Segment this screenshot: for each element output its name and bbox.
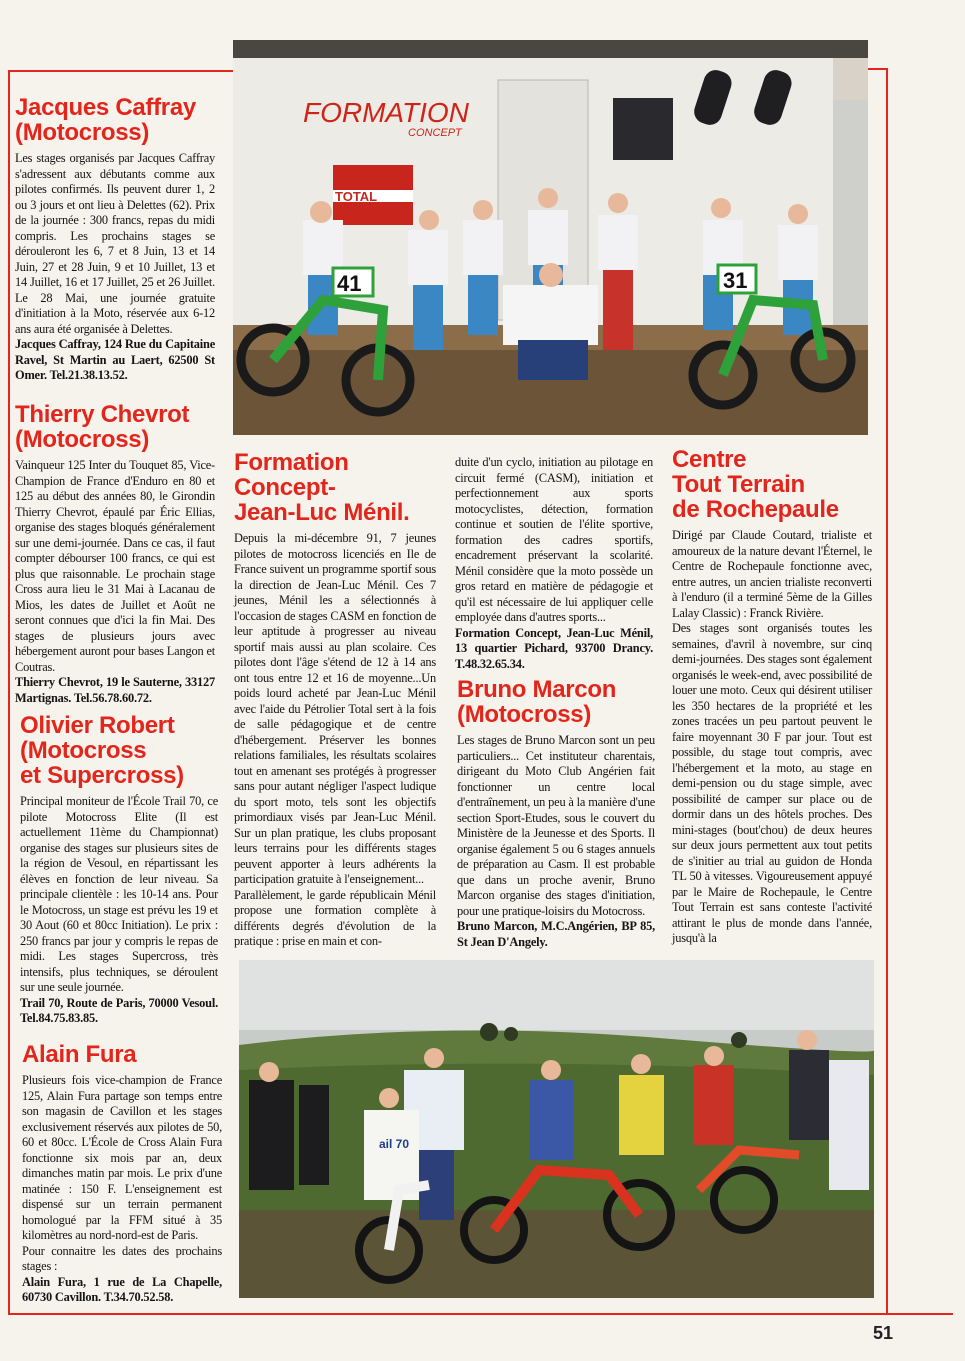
total-logo: TOTAL <box>335 189 378 204</box>
bike-number-31: 31 <box>723 268 748 293</box>
bike-number-41: 41 <box>337 271 362 296</box>
team-photo <box>233 40 868 435</box>
frame-left-rule <box>8 70 10 1315</box>
contact-address: Bruno Marcon, M.C.Angérien, BP 85, St Jean D'Angely. <box>457 919 655 949</box>
article-title: Bruno Marcon (Motocross) <box>457 676 617 728</box>
article-rochepaule <box>672 447 872 947</box>
article-body: Principal moniteur de l'École Trail 70, ce pilote Motocross Elite (Il est actuellement 11ème du Championnat) organise des stages sur plusieurs sites de la région de Vesoul, en répartissant les élèves en fonction de leur niveau. Sa principale clientèle : les 10-14 ans. Pour le Motocross, un stage est prévu les 19 et 30 Aout (60 et 80cc Initiation). Le prix : 250 francs par jour y compris le repas de midi. Les stages Supercross, très intensifs, plus techniques, se déroulent sur une seule journée. Trail 70, Route de Paris, 70000 Vesoul. Tel.84.75.83.85. <box>20 794 218 1025</box>
article-body: Vainqueur 125 Inter du Touquet 85, Vice-Champion de France d'Enduro en 80 et 125 au début des années 80, le Girondin Thierry Chevrot, épaulé par Éric Ellias, organise des stages bloqués généralement sur une demi-journée. Dans ce cas, il faut compter débourser 100 francs, ce qui est plus que raisonnable. Le prochain stage Cross aura lieu le 31 Mai à Lacanau de Mios, les dates de Juillet et Août ne seront connues que d'ici la fin Mai. Des stages de plusieurs jours avec hébergement auront pour bases Langon et Coutras. Thierry Chevrot, 19 le Sauterne, 33127 Martignas. Tel.56.78.60.72. <box>15 458 215 705</box>
contact-address: Formation Concept, Jean-Luc Ménil, 13 quartier Pichard, 93700 Drancy. T.48.32.65.34. <box>455 625 653 671</box>
frame-bottom-rule <box>8 1313 953 1315</box>
frame-top-right-rule <box>868 68 888 70</box>
contact-address: Jacques Caffray, 124 Rue du Capitaine Ravel, St Martin au Laert, 62500 St Omer. Tel.21.38.13.52. <box>15 337 215 382</box>
article-title: Centre Tout Terrain de Rochepaule <box>672 446 839 523</box>
article-fura <box>22 1042 222 1306</box>
article-menil-continued: duite d'un cyclo, initiation au pilotage en circuit fermé (CASM), initiation et perfectionnement aux sports motocyclistes, détection, formation continue et soutien de l'élite sportive, formation des cadres sportifs, encadrement préservant la scolarité. Ménil considère que la moto possède un gros retard en matière de pédagogie et qu'il est nécessaire de lui appliquer celle employée dans d'autres sports... Formation Concept, Jean-Luc Ménil, 13 quartier Pichard, 93700 Drancy. T.48.32.65.34. <box>455 455 653 671</box>
sign-formation: FORMATION <box>303 97 469 128</box>
article-robert <box>20 713 218 1027</box>
frame-right-rule <box>886 68 888 1315</box>
article-title: Jacques Caffray (Motocross) <box>15 94 196 146</box>
article-body: Depuis la mi-décembre 91, 7 jeunes pilotes de motocross licenciés en Ile de France suivent un programme sportif sous la direction de Jean-Luc Ménil. Ces 7 jeunes, Ménil les a sélectionnés à l'occasion de stages CASM en fonction de leur aptitude à progresser au niveau sportif mais aussi au plan scolaire. Ces pilotes dont l'âge s'étend de 12 à 14 ans ont tous entre 12 et 16 de moyenne...Un poids lourd acheté par Jean-Luc Ménil avec l'aide du Pétrolier Total sert à la fois de salle pédagogique et de centre d'hébergement. Préserver les bonnes relations familiales, les résultats scolaires tout en amenant ses protégés à progresser sans pour autant négliger l'aspect ludique du sport moto, tels sont les objectifs primordiaux visés par Jean-Luc Ménil. Sur un plan pratique, les clubs proposant leurs terrains pour les différents stages peuvent apporter à leurs adhérents la participation gratuite à l'enseignement... Parallèlement, le garde républicain Ménil propose une formation complète à différents degrés d'évolution de la pratique : prise en main et con- <box>234 531 436 948</box>
contact-address: Trail 70, Route de Paris, 70000 Vesoul. Tel.84.75.83.85. <box>20 995 218 1025</box>
article-title: Olivier Robert (Motocross et Supercross) <box>20 712 184 789</box>
article-chevrot <box>15 402 215 706</box>
riders-field-photo <box>239 960 874 1298</box>
contact-address: Thierry Chevrot, 19 le Sauterne, 33127 Martignas. Tel.56.78.60.72. <box>15 675 215 705</box>
page-number: 51 <box>873 1323 894 1343</box>
article-marcon <box>457 677 655 950</box>
trail-70-shirt: ail 70 <box>379 1137 410 1151</box>
article-title: Formation Concept- Jean-Luc Ménil. <box>234 449 410 526</box>
article-body: Les stages organisés par Jacques Caffray s'adressent aux débutants comme aux pilotes confirmés. Ils peuvent durer 1, 2 ou 3 jours et ont lieu à Delettes (62). Prix de la journée : 300 francs, repas du midi compris. Les prochains stages se dérouleront les 6, 7 et 8 Juin, 13 et 14 Juin, 27 et 28 Juin, 9 et 10 Juillet, 13 et 14 Juillet, 16 et 17 Juillet, 25 et 26 Juillet. Le 28 Mai, une journée gratuite d'initiation à la Moto, réservée aux 6-12 ans aura été organisée à Delettes. Jacques Caffray, 124 Rue du Capitaine Ravel, St Martin au Laert, 62500 St Omer. Tel.21.38.13.52. <box>15 151 215 382</box>
article-title: Thierry Chevrot (Motocross) <box>15 401 190 453</box>
article-body: Dirigé par Claude Coutard, trialiste et amoureux de la nature devant l'Éternel, le Centre de Rochepaule fonctionne avec, entre autres, un ancien trialiste reconverti à l'enduro (il a terminé 5ème de la Gilles Lalay Classic) : Franck Rivière. Des stages sont organisés toutes les semaines, d'avril à novembre, sur cinq demi-journées. Des stages sont également organisés le week-end, avec possibilité de louer une moto. Ceux qui désirent utiliser les 350 hectares de la propriété et les zones tracées un peu partout peuvent le faire moyennant 30 F par jour. Tout est possible, du stage tout compris, avec l'hébergement et la moto, au stage en demi-pension ou du stage simple, avec possibilité de camper sur place ou de dormir dans un des hôtels proches. Des mini-stages (bout'chou) de deux heures sur deux jours permettent aux tout petits de s'initier au trial au guidon de Honda TL 50 à vitesses. Vigoureusement appuyé par le Maire de Rochepaule, le Centre Tout Terrain est sans conteste l'activité attirant le plus de monde dans l'année, jusqu'à la <box>672 528 872 945</box>
article-title: Alain Fura <box>22 1041 137 1068</box>
contact-address: Alain Fura, 1 rue de La Chapelle, 60730 Cavillon. T.34.70.52.58. <box>22 1274 222 1304</box>
sign-concept: CONCEPT <box>408 127 462 139</box>
article-menil <box>234 450 436 950</box>
article-caffray <box>15 95 215 384</box>
article-body: Les stages de Bruno Marcon sont un peu particuliers... Cet instituteur charentais, dirigeant du Moto Club Angérien fait fonctionner un centre local d'entraînement, un peu à la manière d'une section Sport-Etudes, sous le couvert du Ministère de la Jeunesse et des Sports. Il organise également 5 ou 6 stages annuels de préparation au Casm. Il est probable que dans un proche avenir, Bruno Marcon organise des stages d'initiation, pour une pratique-loisirs du Motocross. Bruno Marcon, M.C.Angérien, BP 85, St Jean D'Angely. <box>457 733 655 949</box>
article-body: Plusieurs fois vice-champion de France 125, Alain Fura partage son temps entre son magasin de Cavillon et les stages exclusivement réservés aux pilotes de 50, 60 et 80cc. L'École de Cross Alain Fura fonctionne six mois par an, deux dimanches matin par mois. Le prix d'une matinée : 150 F. L'enseignement est dispensé sur un terrain permanent homologué par la FFM situé à 35 kilomètres au nord-nord-est de Paris. Pour connaitre les dates des prochains stages : Alain Fura, 1 rue de La Chapelle, 60730 Cavillon. T.34.70.52.58. <box>22 1073 222 1304</box>
frame-top-rule <box>8 70 233 72</box>
